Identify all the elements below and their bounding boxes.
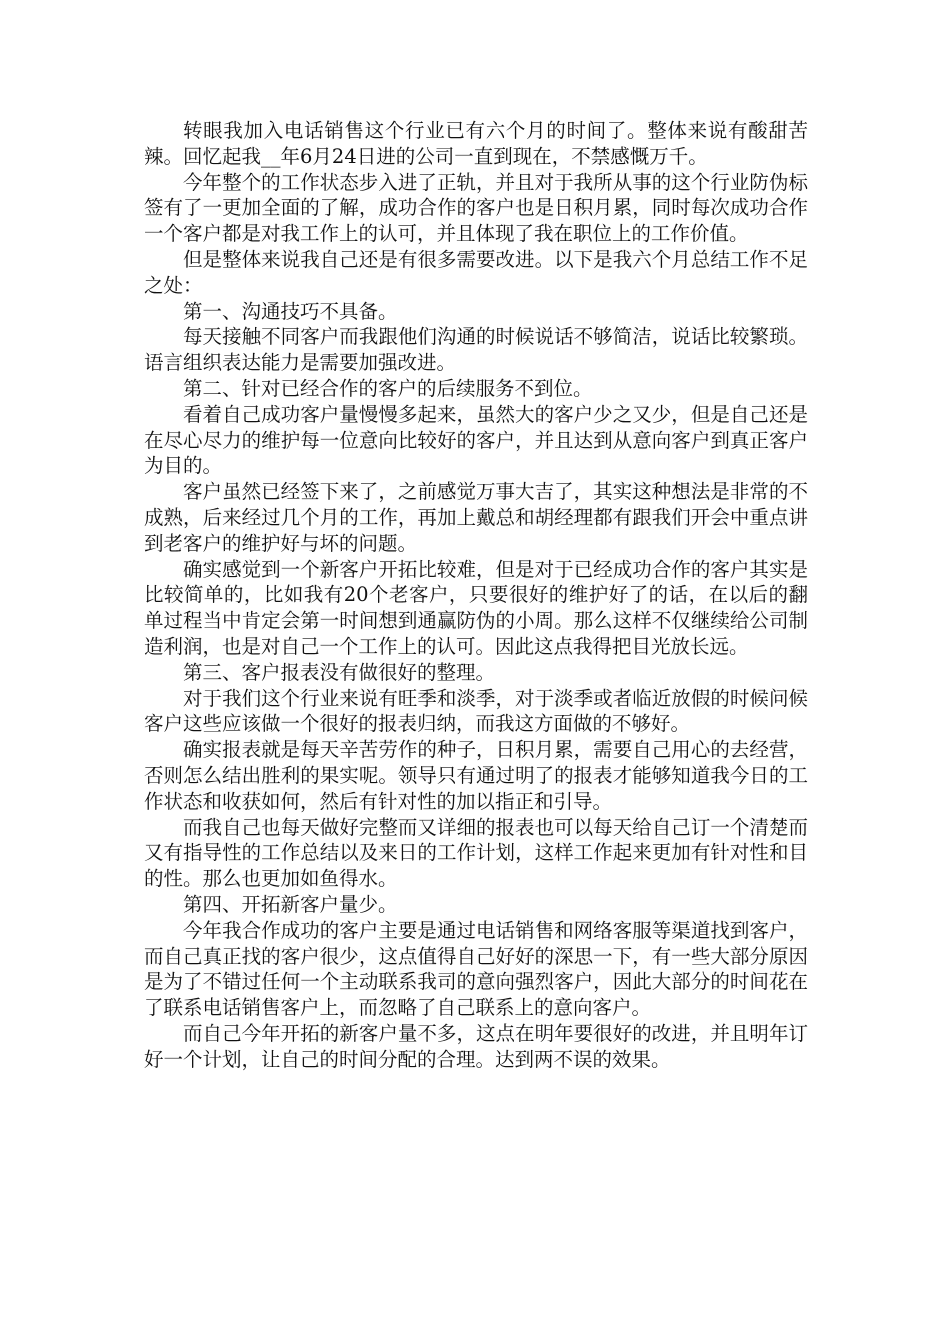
paragraph-9: 确实感觉到一个新客户开拓比较难，但是对于已经成功合作的客户其实是比较简单的，比如我有20个老客户，只要很好的维护好了的话，在以后的翻单过程当中肯定会第一时间想到通赢防伪的小周。那么这样不仅继续给公司制造利润，也是对自己一个工作上的认可。因此这点我得把目光放长远。 (144, 557, 808, 658)
paragraph-7: 看着自己成功客户量慢慢多起来，虽然大的客户少之又少，但是自己还是在尽心尽力的维护每一位意向比较好的客户，并且达到从意向客户到真正客户为目的。 (144, 402, 808, 478)
section-heading-1: 第一、沟通技巧不具备。 (183, 299, 398, 323)
paragraph-5: 每天接触不同客户而我跟他们沟通的时候说话不够简洁，说话比较繁琐。语言组织表达能力是需要加强改进。 (144, 325, 808, 375)
paragraph-12: 确实报表就是每天辛苦劳作的种子，日积月累，需要自己用心的去经营，否则怎么结出胜利的果实呢。领导只有通过明了的报表才能够知道我今日的工作状态和收获如何，然后有针对性的加以指正和引导。 (144, 738, 808, 813)
paragraph-8: 客户虽然已经签下来了，之前感觉万事大吉了，其实这种想法是非常的不成熟，后来经过几个月的工作，再加上戴总和胡经理都有跟我们开会中重点讲到老客户的维护好与坏的问题。 (144, 480, 808, 555)
paragraph-2: 今年整个的工作状态步入进了正轨，并且对于我所从事的这个行业防伪标签有了一更加全面的了解，成功合作的客户也是日积月累，同时每次成功合作一个客户都是对我工作上的认可，并且体现了我在职位上的工作价值。 (144, 170, 808, 246)
paragraph-11: 对于我们这个行业来说有旺季和淡季，对于淡季或者临近放假的时候问候客户这些应该做一个很好的报表归纳，而我这方面做的不够好。 (144, 686, 808, 736)
section-heading-2: 第二、针对已经合作的客户的后续服务不到位。 (183, 376, 593, 400)
paragraph-3: 但是整体来说我自己还是有很多需要改进。以下是我六个月总结工作不足之处： (144, 247, 808, 297)
section-heading-4: 第四、开拓新客户量少。 (183, 892, 398, 916)
paragraph-13: 而我自己也每天做好完整而又详细的报表也可以每天给自己订一个清楚而又有指导性的工作总结以及来日的工作计划，这样工作起来更加有针对性和目的性。那么也更加如鱼得水。 (144, 815, 808, 891)
paragraph-16: 而自己今年开拓的新客户量不多，这点在明年要很好的改进，并且明年订好一个计划，让自己的时间分配的合理。达到两不误的效果。 (144, 1021, 808, 1071)
paragraph-15: 今年我合作成功的客户主要是通过电话销售和网络客服等渠道找到客户，而自己真正找的客户很少，这点值得自己好好的深思一下，有一些大部分原因是为了不错过任何一个主动联系我司的意向强烈客户，因此大部分的时间花在了联系电话销售客户上，而忽略了自己联系上的意向客户。 (144, 918, 808, 1020)
document-body (144, 118, 808, 1072)
section-heading-3: 第三、客户报表没有做很好的整理。 (183, 660, 496, 684)
paragraph-1: 转眼我加入电话销售这个行业已有六个月的时间了。整体来说有酸甜苦辣。回忆起我__年6月24日进的公司一直到现在，不禁感慨万千。 (144, 119, 808, 168)
